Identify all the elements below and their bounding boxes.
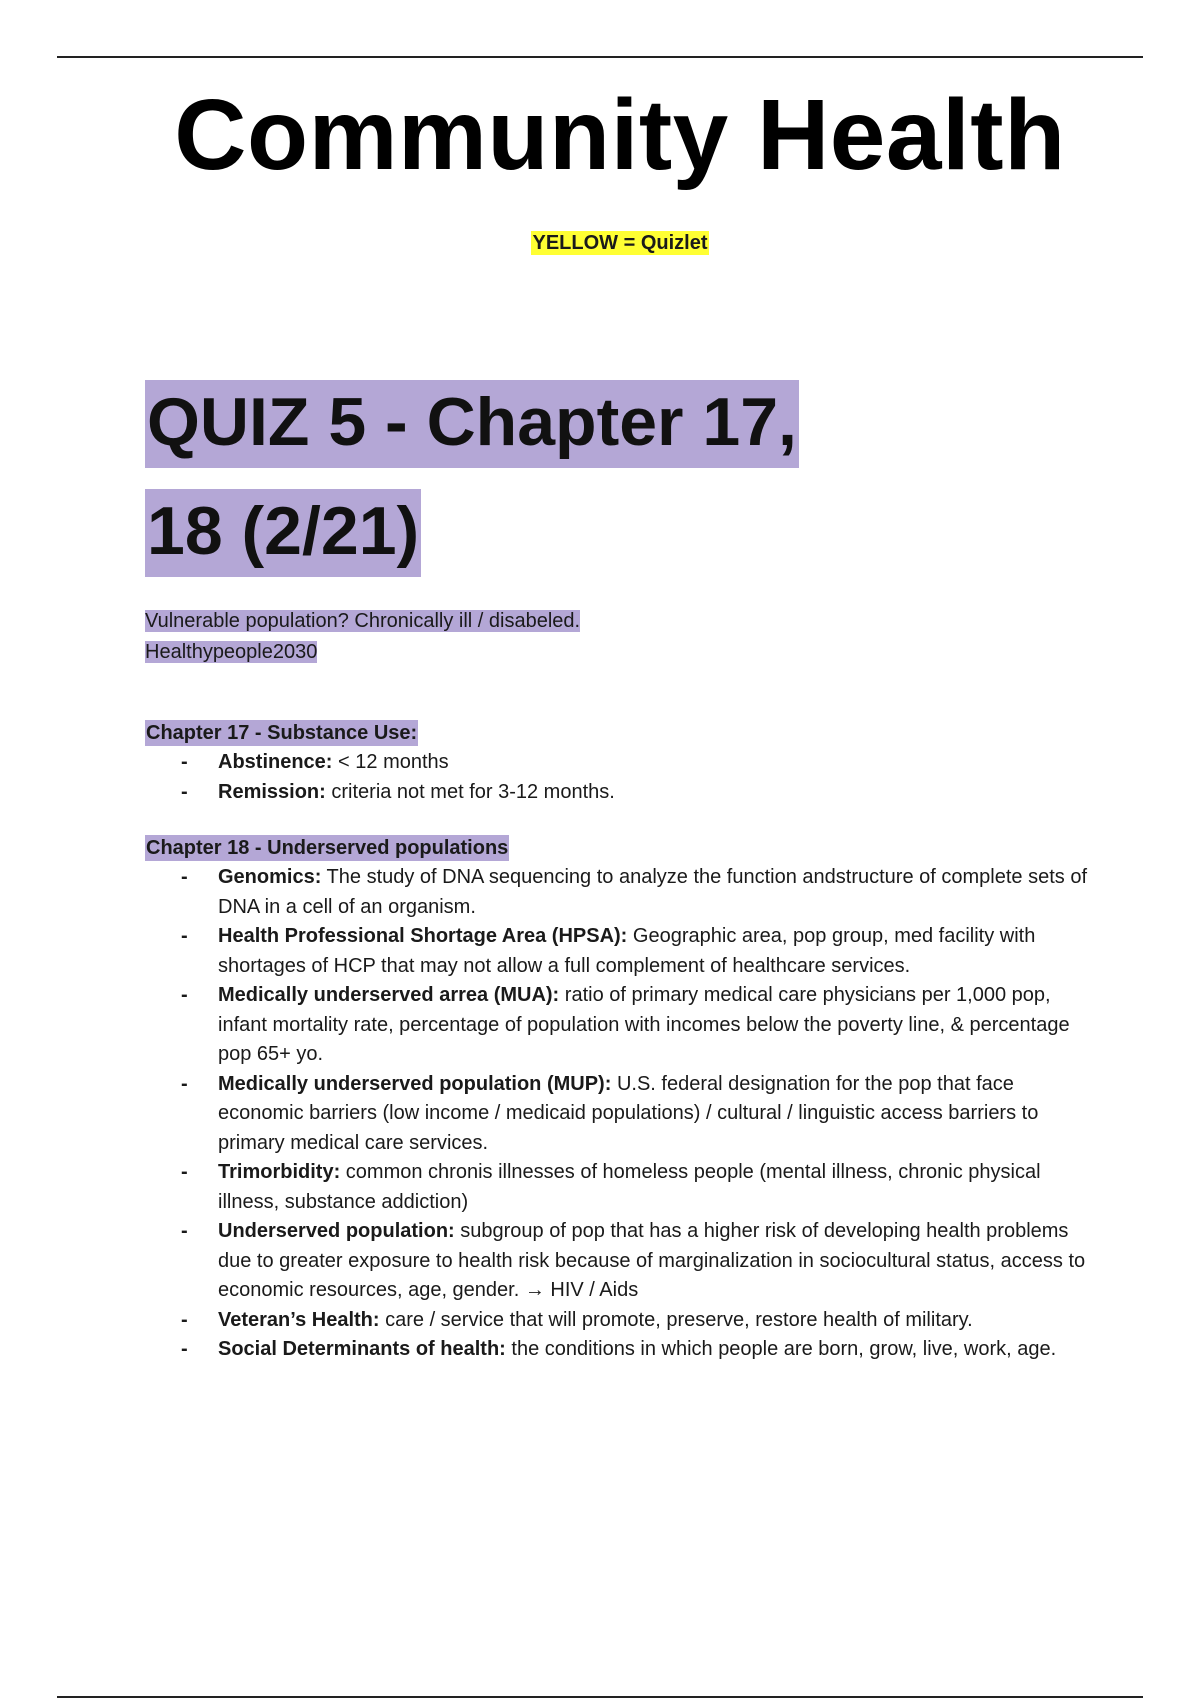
- dash-bullet-icon: -: [181, 1161, 188, 1183]
- legend-text: YELLOW = Quizlet: [532, 232, 708, 254]
- list-item: [145, 748, 1095, 778]
- top-rule: [57, 56, 1143, 58]
- term: Medically underserved population (MUP):: [218, 1072, 612, 1095]
- list-item: [145, 1158, 1095, 1217]
- list-item: [145, 1217, 1095, 1306]
- list-item: [145, 1335, 1095, 1365]
- definition: < 12 months: [332, 751, 449, 773]
- definition: common chronis illnesses of homeless people (mental illness, chronic physical illness, substance addiction): [218, 1161, 1041, 1213]
- document-title: Community Health: [174, 79, 1066, 191]
- list-item: [145, 863, 1095, 922]
- dash-bullet-icon: -: [181, 984, 188, 1006]
- term: Genomics:: [218, 866, 322, 888]
- intro-line2: Healthypeople2030: [145, 641, 318, 663]
- definition: U.S. federal designation for the pop that face economic barriers (low income / medicaid populations) / cultural / linguistic access barriers to primary medical care services.: [218, 1072, 1039, 1154]
- definition: ratio of primary medical care physicians per 1,000 pop, infant mortality rate, percentage of population with incomes below the poverty line, & percentage pop 65+ yo.: [218, 984, 1070, 1065]
- bottom-rule: [57, 1696, 1143, 1698]
- list-item: [145, 1070, 1095, 1159]
- term: Abstinence:: [218, 751, 333, 773]
- dash-bullet-icon: -: [181, 780, 188, 803]
- chapter18-list: [145, 863, 1095, 1365]
- definition: subgroup of pop that has a higher risk of developing health problems due to greater exposure to health risk because of marginalization in sociocultural status, access to economic resources, age, gender. → HIV / Aids: [218, 1220, 1086, 1301]
- dash-bullet-icon: -: [181, 1220, 188, 1242]
- term: Veteran’s Health:: [218, 1308, 380, 1331]
- term: Social Determinants of health:: [218, 1338, 506, 1360]
- dash-bullet-icon: -: [181, 1308, 188, 1331]
- list-item: [145, 981, 1095, 1070]
- term: Health Professional Shortage Area (HPSA):: [218, 925, 628, 947]
- term: Trimorbidity:: [218, 1161, 341, 1183]
- list-item: [145, 922, 1095, 981]
- dash-bullet-icon: -: [181, 866, 188, 888]
- chapter18-heading: [145, 833, 1095, 863]
- chapter17-heading-text: Chapter 17 - Substance Use:: [146, 722, 418, 744]
- dash-bullet-icon: -: [181, 1338, 188, 1360]
- quiz-heading: [145, 368, 1095, 586]
- definition: Geographic area, pop group, med facility with shortages of HCP that may not allow a full complement of healthcare services.: [218, 925, 1036, 977]
- definition: care / service that will promote, preserve, restore health of military.: [379, 1308, 973, 1331]
- definition: The study of DNA sequencing to analyze the function andstructure of complete sets of DNA in a cell of an organism.: [218, 866, 1087, 918]
- chapter17-list: [145, 748, 1095, 807]
- term: Underserved population:: [218, 1220, 455, 1242]
- document-body: [145, 368, 1095, 1365]
- color-legend: [0, 232, 1200, 255]
- chapter18-heading-text: Chapter 18 - Underserved populations: [146, 837, 509, 859]
- dash-bullet-icon: -: [181, 751, 188, 773]
- term: Remission:: [218, 780, 326, 803]
- dash-bullet-icon: -: [181, 925, 188, 947]
- definition: the conditions in which people are born, grow, live, work, age.: [505, 1338, 1057, 1360]
- intro-line1: Vulnerable population? Chronically ill / disabeled.: [145, 610, 581, 632]
- intro-note: [145, 606, 1095, 668]
- definition: criteria not met for 3-12 months.: [325, 780, 615, 803]
- quiz-heading-line1: QUIZ 5 - Chapter 17,: [145, 380, 799, 468]
- term: Medically underserved arrea (MUA):: [218, 984, 560, 1006]
- chapter17-heading: [145, 718, 1095, 748]
- dash-bullet-icon: -: [181, 1072, 188, 1095]
- list-item: [145, 778, 1095, 808]
- list-item: [145, 1306, 1095, 1336]
- quiz-heading-line2: 18 (2/21): [145, 489, 421, 577]
